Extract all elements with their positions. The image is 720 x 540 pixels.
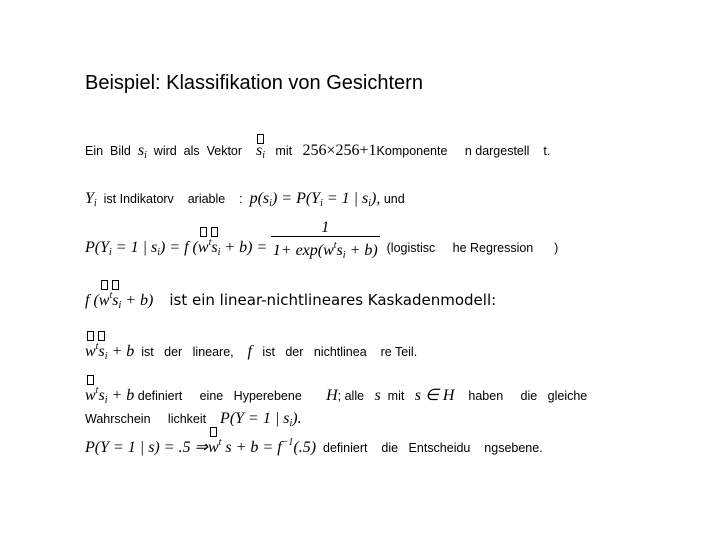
fraction-denominator: $1+ \exp(w^ts_i + b)$ (272, 240, 378, 261)
vector-arrow-icon (87, 331, 94, 341)
word: mit (275, 144, 293, 158)
slide-title: Beispiel: Klassifikation von Gesichtern (85, 72, 423, 94)
vector-arrow-icon (211, 227, 218, 237)
text: ) (554, 240, 559, 255)
text: ist Indikatorv (103, 192, 174, 206)
vector-arrow-icon (87, 375, 94, 385)
equation: P(Y = 1 | s) = .5 ⇒ $w^t$ $s + b = f^{-1}(.5)$ (85, 439, 316, 456)
equation: P(Y = 1 | $s_i$). (220, 410, 302, 429)
dimension-expression: 256×256+1 (302, 142, 377, 159)
word: Ein (85, 144, 104, 158)
equation: f ( $w^t$ $s_i + b$) (85, 292, 153, 309)
var-Y: Y (85, 190, 94, 207)
equation: $p(s_i) = P(Y_i = 1$ | $s_i$), (249, 190, 381, 209)
word: n dargestell (464, 144, 530, 158)
line-linear: $w^t$ $s_i + b$ ist der lineare, f ist der nichtlinea re Teil. (85, 341, 417, 362)
vector-arrow-icon (257, 134, 264, 144)
line-kaskade (85, 290, 496, 311)
var-H: H (326, 387, 338, 404)
word: Vektor (206, 144, 243, 158)
line-bild-vektor (85, 142, 550, 161)
text: (logistisc (386, 240, 436, 255)
vector-arrow-icon (210, 427, 217, 437)
index-i: i (144, 150, 147, 161)
fraction (271, 220, 380, 265)
index-i: i (93, 198, 97, 209)
word: Komponente (376, 144, 448, 158)
vector-arrow-icon (98, 331, 105, 341)
equation: $w^ts_i + b$ (85, 387, 134, 404)
var-s: s (137, 142, 145, 159)
line-entscheidung: P(Y = 1 | s) = .5 ⇒ $w^t$ $s + b = f^{-1}(.5)$ definiert die Entscheidu ngsebene. (85, 437, 543, 457)
word: wird (153, 144, 177, 158)
line-logistic (85, 220, 558, 265)
fraction-numerator: 1 (271, 220, 380, 237)
line-indikator (85, 190, 405, 209)
var-f: f (247, 343, 252, 360)
text: ist ein linear-nichtlineares Kaskadenmodell: (169, 291, 497, 309)
text: : (239, 192, 243, 206)
equation-lhs: $P(Y_i = 1$ | $s_i) = f$ ( $w^t$ $s_i + b$) = (85, 239, 267, 256)
text: ariable (187, 192, 226, 206)
word: t. (543, 144, 551, 158)
line-wahrscheinlichkeit: Wahrschein lichkeit P(Y = 1 | $s_i$). (85, 410, 302, 429)
word: als (183, 144, 200, 158)
vector-arrow-icon (101, 280, 108, 290)
line-hyperebene: $w^ts_i + b$ definiert eine Hyperebene H; alle s mit s ∈ H haben die gleiche (85, 385, 587, 406)
text: he Regression (452, 240, 534, 255)
var-s: s (255, 142, 263, 159)
index-i: i (262, 150, 265, 161)
vector-arrow-icon (112, 280, 119, 290)
word: und (383, 192, 405, 206)
equation: $w^t$ $s_i + b$ (85, 343, 134, 360)
word: Bild (110, 144, 131, 158)
vector-arrow-icon (200, 227, 207, 237)
